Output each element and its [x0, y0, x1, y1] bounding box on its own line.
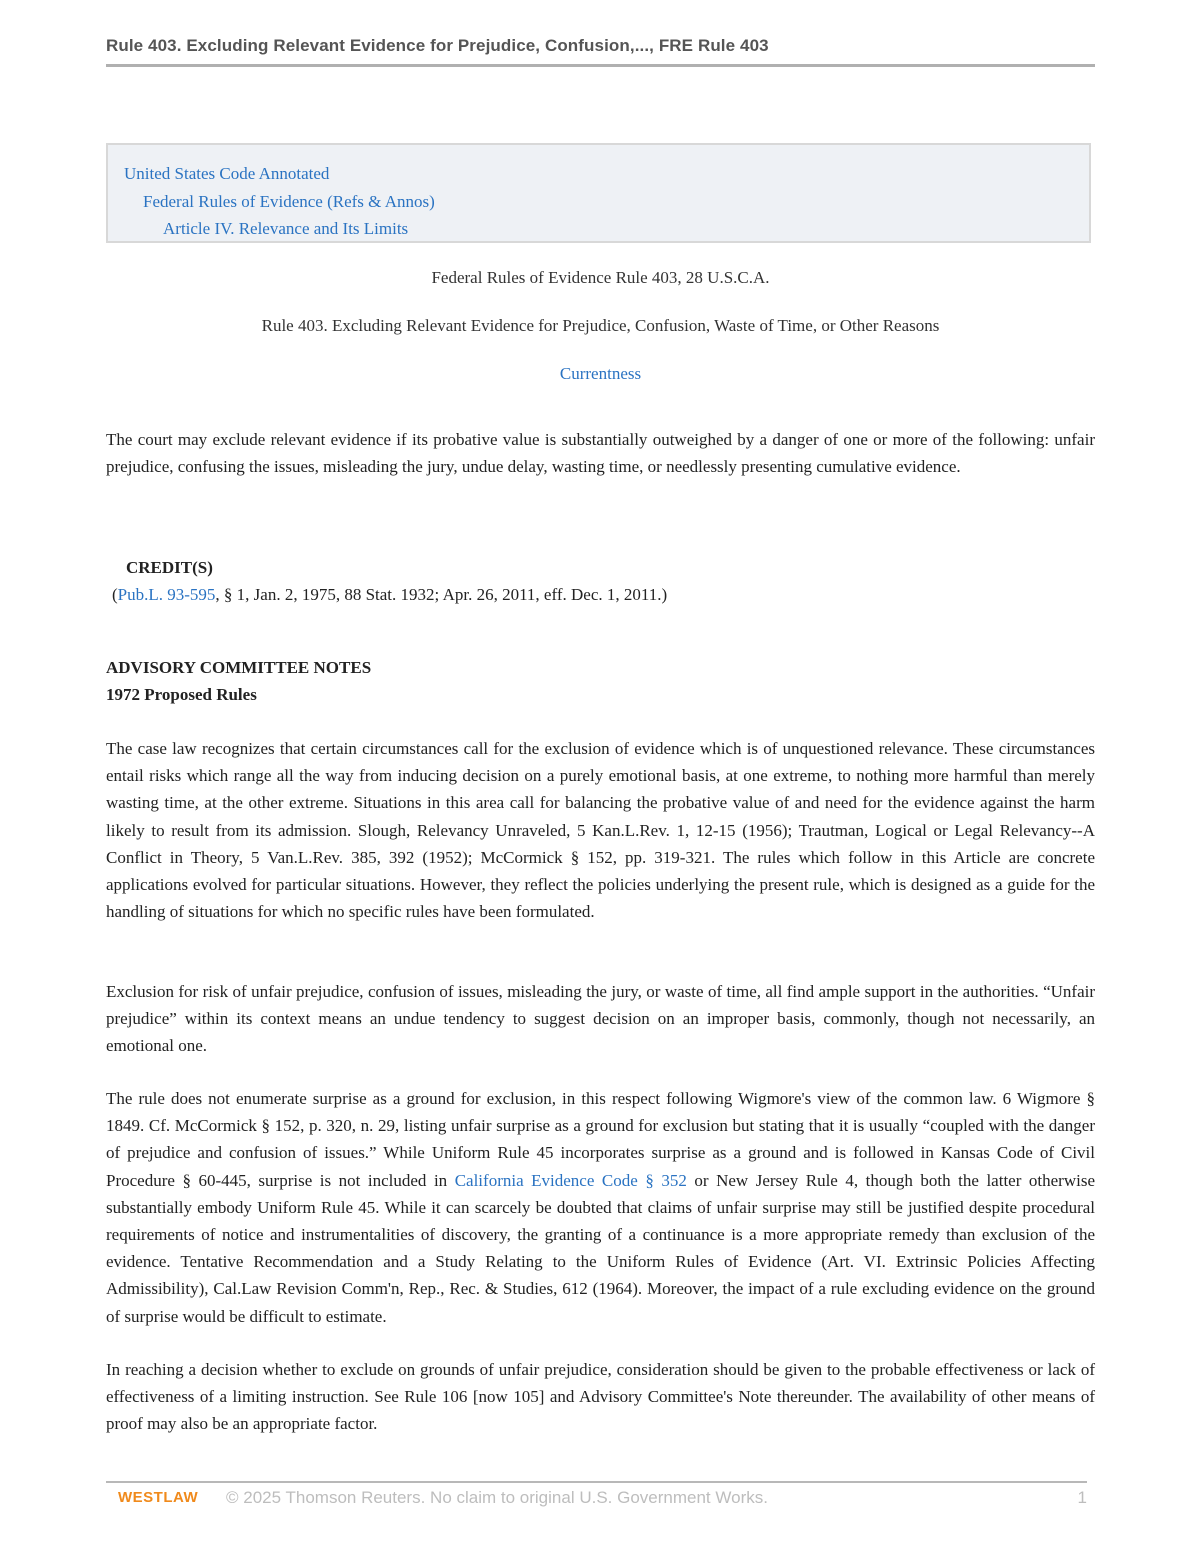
advisory-paragraph-1: The case law recognizes that certain circumstances call for the exclusion of evidence which is of unquestioned relevance. These circumstances entail risks which range all the way from inducing decision on a purely emotional basis, at one extreme, to nothing more harmful than merely wasting time, at the other extreme. Situations in this area call for balancing the probative value of and need for the evidence against the harm likely to result from its admission. Slough, Relevancy Unraveled, 5 Kan.L.Rev. 1, 12-15 (1956); Trautman, Logical or Legal Relevancy--A Conflict in Theory, 5 Van.L.Rev. 385, 392 (1952); McCormick § 152, pp. 319-321. The rules which follow in this Article are concrete applications evolved for particular situations. However, they reflect the policies underlying the present rule, which is designed as a guide for the handling of situations for which no specific rules have been formulated. — [106, 739, 1095, 922]
advisory-paragraph-2: Exclusion for risk of unfair prejudice, confusion of issues, misleading the jury, or waste of time, all find ample support in the authorities. “Unfair prejudice” within its context means an undue tendency to suggest decision on an improper basis, commonly, though not necessarily, an emotional one. — [106, 982, 1095, 1056]
credits-open-paren: ( — [112, 585, 118, 604]
breadcrumb-link-usca[interactable]: United States Code Annotated — [124, 164, 330, 183]
citation: Federal Rules of Evidence Rule 403, 28 U.S.C.A. — [431, 268, 770, 287]
credits-text — [112, 581, 1095, 608]
california-evidence-code-link[interactable]: California Evidence Code § 352 — [454, 1170, 687, 1190]
advisory-paragraph-4: In reaching a decision whether to exclude on grounds of unfair prejudice, consideration should be given to the probable effectiveness or lack of effectiveness of a limiting instruction. See Rule 106 [now 105] and Advisory Committee's Note thereunder. The availability of other means of proof may also be an appropriate factor. — [106, 1360, 1095, 1434]
currentness-line — [106, 364, 1095, 384]
advisory-subheading: 1972 Proposed Rules — [106, 685, 257, 704]
breadcrumb — [106, 143, 1091, 243]
breadcrumb-link-article-iv[interactable]: Article IV. Relevance and Its Limits — [163, 219, 409, 238]
rule-text: The court may exclude relevant evidence if its probative value is substantially outweighed by a danger of one or more of the following: unfair prejudice, confusing the issues, misleading the jury, undue delay, wasting time, or needlessly presenting cumulative evidence. — [106, 430, 1095, 477]
credits-heading: CREDIT(S) — [126, 558, 213, 577]
westlaw-logo: WESTLAW — [118, 1489, 199, 1506]
footer-divider — [106, 1481, 1087, 1483]
credits-detail: , § 1, Jan. 2, 1975, 88 Stat. 1932; Apr. 26, 2011, eff. Dec. 1, 2011.) — [215, 585, 668, 604]
copyright-notice: © 2025 Thomson Reuters. No claim to original U.S. Government Works. — [226, 1488, 768, 1507]
rule-title: Rule 403. Excluding Relevant Evidence for Prejudice, Confusion, Waste of Time, or Other Reasons — [261, 316, 940, 335]
page-number: 1 — [1077, 1488, 1087, 1507]
breadcrumb-link-fre[interactable]: Federal Rules of Evidence (Refs & Annos) — [143, 192, 435, 211]
publaw-link[interactable]: Pub.L. 93-595 — [117, 585, 216, 604]
advisory-heading: ADVISORY COMMITTEE NOTES — [106, 658, 372, 677]
advisory-p3-text-b: or New Jersey Rule 4, though both the latter otherwise substantially embody Uniform Rule 45. While it can scarcely be doubted that claims of unfair surprise may still be justified despite procedural requirements of notice and instrumentalities of discovery, the granting of a continuance is a more appropriate remedy than exclusion of the evidence. Tentative Recommendation and a Study Relating to the Uniform Rules of Evidence (Art. VI. Extrinsic Policies Affecting Admissibility), Cal.Law Revision Comm'n, Rep., Rec. & Studies, 612 (1964). Moreover, the impact of a rule excluding evidence on the ground of surprise would be difficult to estimate. — [106, 1170, 1095, 1326]
page-header-title: Rule 403. Excluding Relevant Evidence for Prejudice, Confusion,..., FRE Rule 403 — [106, 36, 1095, 67]
advisory-p3-text-a: The rule does not enumerate surprise as a ground for exclusion, in this respect following Wigmore's view of the common law. 6 Wigmore § 1849. Cf. McCormick § 152, p. 320, n. 29, listing unfair surprise as a ground for exclusion but stating that it is usually “coupled with the danger of prejudice and confusion of issues.” While Uniform Rule 45 incorporates surprise as a ground and is followed in Kansas Code of Civil Procedure § 60-445, surprise is not included in — [106, 1089, 1095, 1190]
advisory-paragraph-3 — [106, 1085, 1095, 1330]
currentness-link[interactable]: Currentness — [559, 364, 642, 383]
footer — [106, 1488, 1087, 1512]
